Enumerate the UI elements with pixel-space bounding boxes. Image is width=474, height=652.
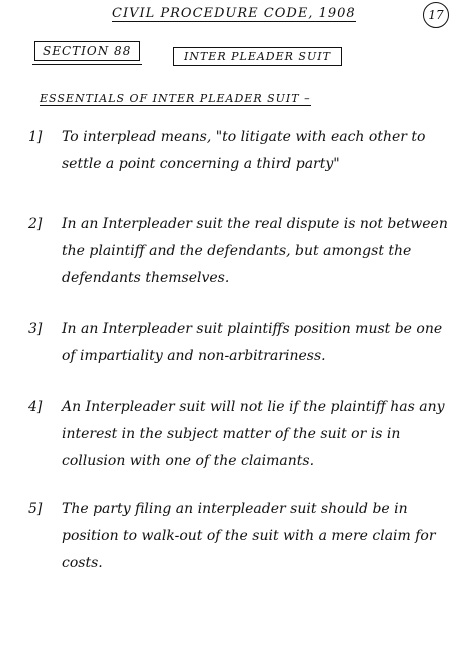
point-text: The party filing an interpleader suit should be in position to walk-out of the suit with a mere claim for costs. xyxy=(62,501,436,571)
point-number: 4] xyxy=(28,399,43,415)
point-item xyxy=(28,394,448,475)
page-title: CIVIL PROCEDURE CODE, 1908 xyxy=(112,6,356,21)
section-label: SECTION 88 xyxy=(34,41,140,61)
page-number: 17 xyxy=(423,2,449,28)
point-text: In an Interpleader suit the real dispute is not between the plaintiff and the defendants, but amongst the defendants themselves. xyxy=(62,216,448,286)
topic-title: INTER PLEADER SUIT xyxy=(173,47,342,66)
point-item xyxy=(28,124,448,178)
point-text: An Interpleader suit will not lie if the plaintiff has any interest in the subject matter of the suit or is in collusion with one of the claimants. xyxy=(62,399,445,469)
point-item xyxy=(28,496,448,577)
point-number: 3] xyxy=(28,321,43,337)
point-item xyxy=(28,211,448,292)
point-item xyxy=(28,316,448,370)
point-text: To interplead means, "to litigate with each other to settle a point concerning a third party" xyxy=(62,129,426,172)
point-number: 2] xyxy=(28,216,43,232)
point-text: In an Interpleader suit plaintiffs position must be one of impartiality and non-arbitrariness. xyxy=(62,321,443,364)
essentials-heading: ESSENTIALS OF INTER PLEADER SUIT – xyxy=(40,92,311,105)
point-number: 1] xyxy=(28,129,43,145)
point-number: 5] xyxy=(28,501,43,517)
